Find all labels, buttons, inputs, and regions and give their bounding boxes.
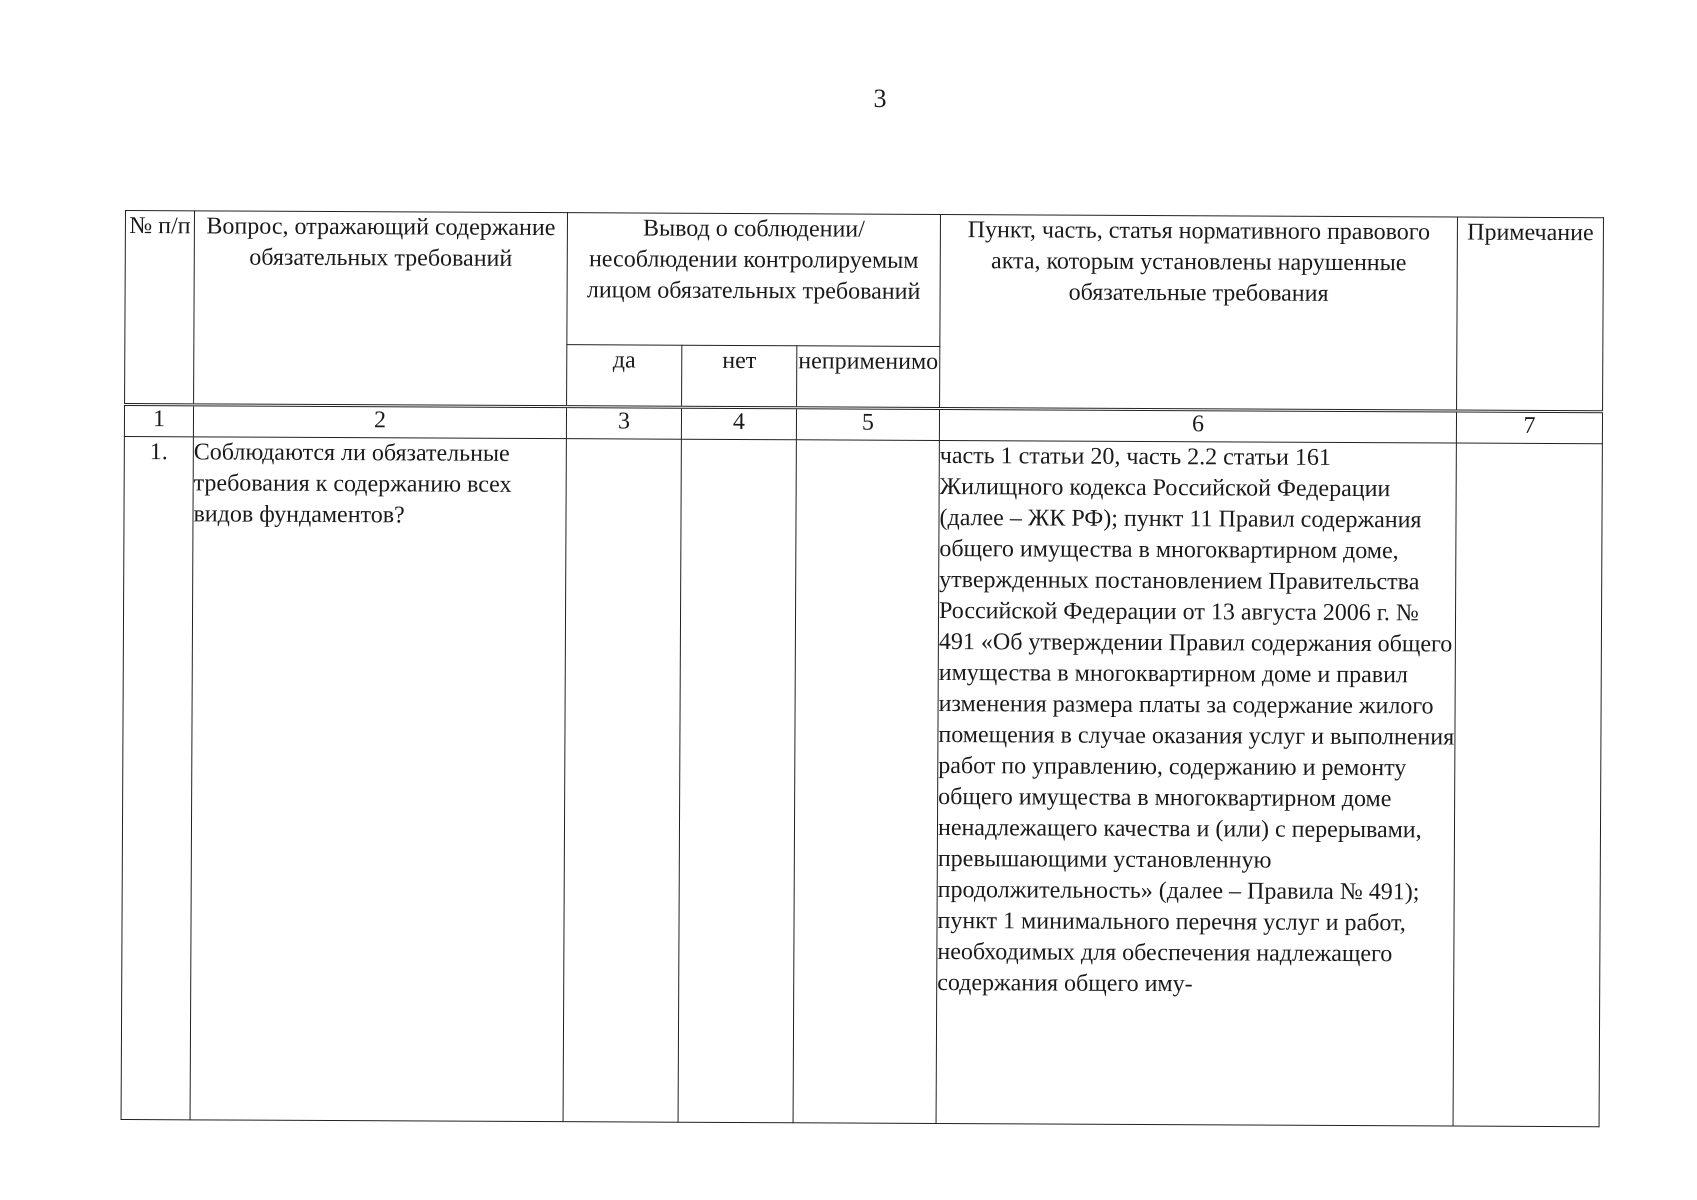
row-answer-yes (563, 439, 681, 1123)
column-number: 2 (193, 405, 566, 439)
header-num: № п/п (125, 211, 195, 405)
column-number: 1 (124, 405, 193, 437)
row-note (1453, 443, 1602, 1127)
column-number: 7 (1456, 411, 1602, 444)
header-not-applicable: неприменимо (797, 346, 940, 409)
row-number: 1. (121, 436, 193, 1119)
header-row (125, 211, 1604, 350)
header-no: нет (682, 345, 797, 408)
header-legal-basis: Пункт, часть, статья нормативного правового акта, которым установлены нарушенные обязательные требования (940, 214, 1458, 411)
table-row (121, 436, 1602, 1126)
header-note: Примечание (1457, 217, 1604, 412)
header-yes: да (567, 345, 682, 408)
header-conclusion: Вывод о соблюдении/ несоблюдении контролируемым лицом обязательных требований (567, 213, 941, 347)
column-number: 3 (566, 407, 681, 440)
row-question: Соблюдаются ли обязательные требования к содержанию всех видов фундаментов? (190, 437, 566, 1122)
row-answer-no (678, 439, 796, 1123)
column-number: 4 (681, 407, 796, 440)
row-legal-basis: часть 1 статьи 20, часть 2.2 статьи 161 Жилищного кодекса Российской Федерации (далее – ЖК РФ); пункт 11 Правил содержания общего имущества в многоквартирном доме, утвержденных постановлением Правительства Российской Федерации от 13 августа 2006 г. № 491 «Об утверждении Правил содержания общего имущества в многоквартирном доме и правил изменения размера платы за содержание жилого помещения в случае оказания услуг и выполнения работ по управлению, содержанию и ремонту общего имущества в многоквартирном доме ненадлежащего качества и (или) с перерывами, превышающими установленную продолжительность» (далее – Правила № 491); пункт 1 минимального перечня услуг и работ, необходимых для обеспечения надлежащего содержания общего иму- (936, 440, 1456, 1126)
header-question: Вопрос, отражающий содержание обязательных требований (194, 211, 568, 407)
column-number: 6 (939, 408, 1456, 443)
checklist-table (121, 210, 1604, 1127)
row-answer-not-applicable (793, 440, 939, 1124)
page-number: 3 (873, 84, 887, 113)
column-number: 5 (796, 408, 939, 441)
